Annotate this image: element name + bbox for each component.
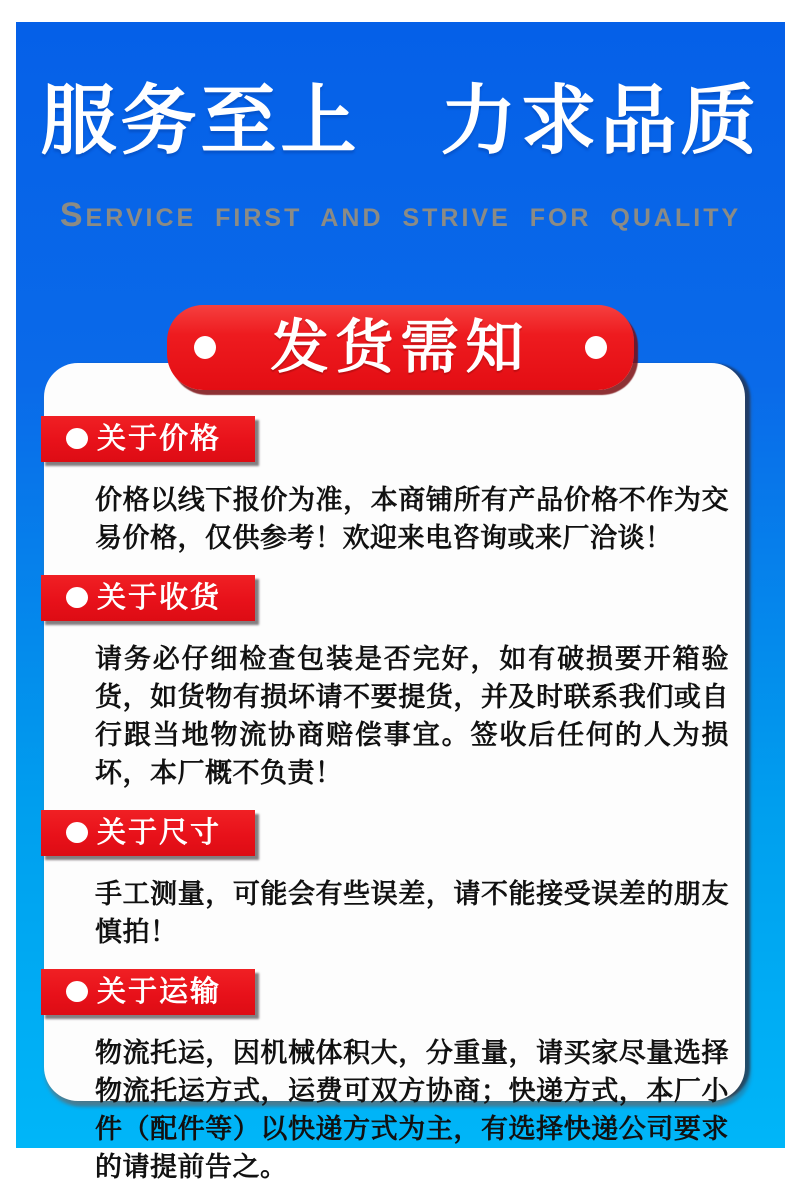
- page-title: 服务至上 力求品质: [40, 79, 761, 164]
- notice-card: [44, 363, 745, 1182]
- section-label-transport: [41, 969, 255, 1015]
- section-label-receiving: [41, 575, 255, 621]
- shipping-notice-banner: [167, 305, 634, 390]
- banner-dot-left-icon: [194, 336, 216, 359]
- hero-header: [16, 74, 785, 235]
- page-subtitle: SERVICE FIRST AND STRIVE FOR QUALITY: [59, 196, 742, 234]
- blue-background: [16, 22, 785, 1182]
- section-label-size-text: 关于尺寸: [97, 817, 222, 849]
- section-label-transport-text: 关于运输: [97, 976, 222, 1008]
- bullet-dot-icon: [66, 428, 88, 449]
- section-body-price: 价格以线下报价为准，本商铺所有产品价格不作为交易价格，仅供参考！欢迎来电咨询或来厂洽谈！: [95, 485, 729, 553]
- section-label-size: [41, 810, 255, 856]
- section-label-price-text: 关于价格: [97, 423, 222, 455]
- bullet-dot-icon: [66, 822, 88, 843]
- bullet-dot-icon: [66, 981, 88, 1002]
- section-body-transport: 物流托运，因机械体积大，分重量，请买家尽量选择物流托运方式，运费可双方协商；快递方式，本厂小件（配件等）以快递方式为主，有选择快递公司要求的请提前告之。: [95, 1038, 729, 1182]
- banner-dot-right-icon: [585, 336, 607, 359]
- section-label-price: [41, 416, 255, 462]
- section-body-receiving: 请务必仔细检查包装是否完好，如有破损要开箱验货，如货物有损坏请不要提货，并及时联系我们或自行跟当地物流协商赔偿事宜。签收后任何的人为损坏，本厂概不负责！: [95, 644, 729, 788]
- section-label-receiving-text: 关于收货: [97, 582, 222, 614]
- shipping-notice-banner-title: 发货需知: [270, 315, 531, 380]
- bullet-dot-icon: [66, 587, 88, 608]
- section-body-size: 手工测量，可能会有些误差，请不能接受误差的朋友慎拍！: [95, 879, 729, 947]
